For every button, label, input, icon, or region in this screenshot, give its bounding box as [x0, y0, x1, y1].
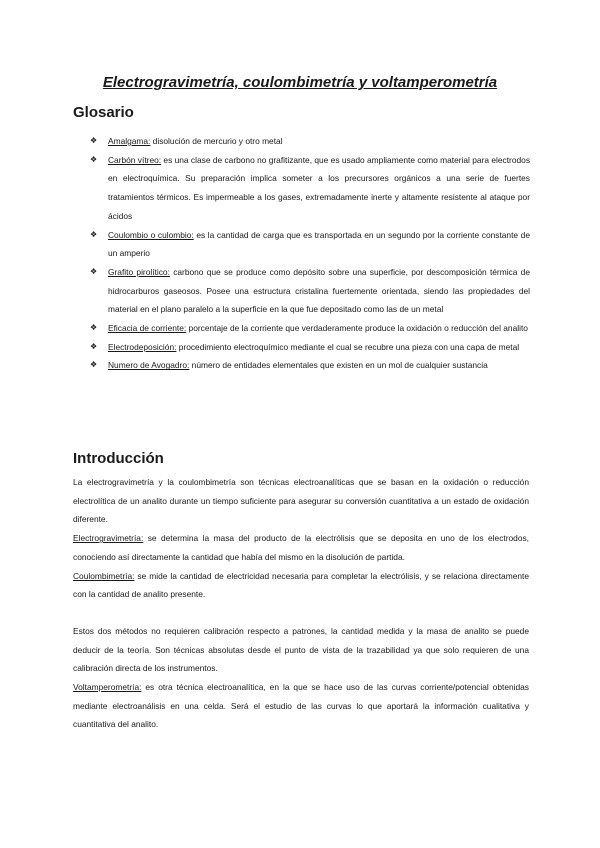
- glossary-definition: procedimiento electroquímico mediante el cual se recubre una pieza con una capa de metal: [176, 341, 520, 352]
- glossary-term: Grafito pirolítico:: [108, 266, 170, 277]
- document-title: Electrogravimetría, coulombimetría y voltamperometría: [102, 74, 498, 91]
- glossary-item: [90, 151, 530, 226]
- glossary-item: [90, 356, 530, 375]
- glossary-definition: porcentaje de la corriente que verdaderamente produce la oxidación o reducción del analito: [186, 323, 528, 334]
- glossary-item: [90, 226, 530, 263]
- intro-text: se determina la masa del producto de la electrólisis que se deposita en uno de los electrodos, conociendo así directamente la cantidad que había del mismo en la disolución de partida.: [73, 533, 529, 562]
- diamond-bullet-icon: ❖: [90, 323, 98, 333]
- intro-text: se mide la cantidad de electricidad necesaria para completar la electrólisis, y se relaciona directamente con la cantidad de analito presente.: [73, 570, 529, 600]
- introduction-heading: Introducción: [73, 450, 164, 467]
- intro-paragraph: [73, 567, 529, 604]
- glossary-definition: disolución de mercurio y otro metal: [150, 136, 283, 146]
- diamond-bullet-icon: ❖: [90, 154, 98, 164]
- glossary-term: Electrodeposición:: [108, 341, 177, 352]
- intro-paragraph: La electrogravimetría y la coulombimetría son técnicas electroanalíticas que se basan en la oxidación o reducción electrolítica de un analito durante un tiempo suficiente para asegurar su conversión cuantitativa a un estado de oxidación diferente.: [73, 477, 529, 525]
- glossary-term: Amalgama:: [108, 136, 151, 146]
- glossary-definition: es una clase de carbono no grafitizante, que es usado ampliamente como material para electrodos en electroquímica. Su preparación implica someter a los precursores orgánicos a una serie de fuertes tratamientos térmicos. Es impermeable a los gases, extremadamente inerte y altamente resistente al ataque por ácidos: [108, 154, 531, 221]
- glossary-item: [90, 263, 530, 319]
- glossary-term: Eficacia de corriente:: [108, 323, 187, 334]
- diamond-bullet-icon: ❖: [90, 341, 98, 351]
- diamond-bullet-icon: ❖: [90, 136, 98, 145]
- intro-term: Voltamperometría:: [73, 682, 142, 693]
- glossary-heading: Glosario: [73, 104, 134, 121]
- intro-text: es otra técnica electroanalítica, en la que se hace uso de las curvas corriente/potencial obtenidas mediante electroanálisis en una celda. Será el estudio de las curvas lo que aportará la información cualitativa y cuantitativa del analito.: [73, 682, 529, 730]
- glossary-definition: es la cantidad de carga que es transportada en un segundo por la corriente constante de un amperio: [108, 229, 530, 259]
- intro-term: Coulombimetría:: [73, 570, 135, 581]
- glossary-item: [90, 132, 530, 151]
- introduction-body: [73, 473, 529, 734]
- intro-paragraph: [73, 529, 529, 566]
- glossary-term: Coulombio o culombio:: [108, 229, 194, 240]
- glossary-item: [90, 319, 530, 338]
- diamond-bullet-icon: ❖: [90, 229, 98, 239]
- diamond-bullet-icon: ❖: [90, 360, 98, 370]
- glossary-definition: carbono que se produce como depósito sobre una superficie, por descomposición térmica de hidrocarburos gaseosos. Posee una estructura cristalina fuertemente orientada, siendo las propiedades del material en el plano paralelo a la superficie en la que fue depositado como las de un metal: [108, 266, 530, 315]
- intro-term: Electrogravimetría:: [73, 533, 144, 544]
- glossary-item: [90, 338, 530, 357]
- intro-paragraph: [73, 678, 529, 734]
- glossary-definition: número de entidades elementales que existen en un mol de cualquier sustancia: [189, 360, 488, 371]
- glossary-list: [90, 132, 530, 375]
- glossary-term: Carbón vítreo:: [108, 154, 162, 165]
- diamond-bullet-icon: ❖: [90, 266, 98, 276]
- intro-paragraph: Estos dos métodos no requieren calibración respecto a patrones, la cantidad medida y la masa de analito se puede deducir de la teoría. Son técnicas absolutas desde el punto de vista de la trazabilidad ya que solo requieren de una calibración directa de los instrumentos.: [73, 625, 529, 674]
- glossary-term: Numero de Avogadro:: [108, 360, 190, 371]
